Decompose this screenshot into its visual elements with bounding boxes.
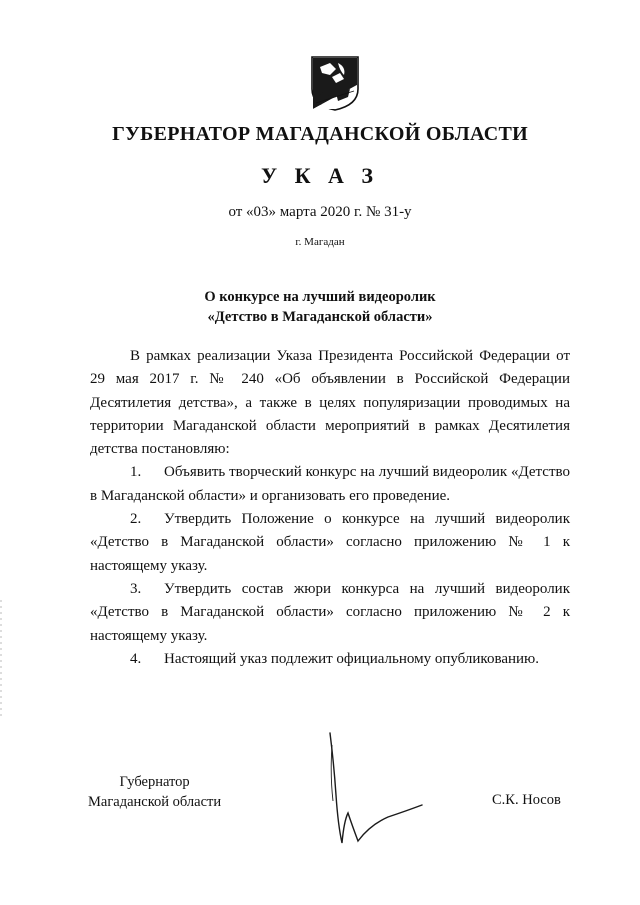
list-item [90,461,570,508]
item-number: 1. [130,464,142,481]
list-item [90,578,570,648]
signatory-title [88,772,221,812]
document-type: У К А З [260,163,380,188]
decree-body [90,345,570,671]
document-place: г. Магадан [295,236,345,248]
subject-line-2: «Детство в Магаданской области» [207,309,433,325]
intro-paragraph: В рамках реализации Указа Президента Российской Федерации от 29 мая 2017 г. № 240 «Об объявлении в Российской Федерации Десятилетия детства», а также в целях популяризации проводимых на территории Магаданской области мероприятий в рамках Десятилетия детства постановляю: [90,348,570,458]
list-item [90,648,570,671]
item-text: Настоящий указ подлежит официальному опубликованию. [164,650,540,667]
signatory-title-line-2: Магаданской области [88,794,222,810]
item-number: 3. [130,580,142,597]
handwritten-signature-icon [318,725,438,850]
scan-margin-mark [0,600,3,720]
decree-subject [0,287,640,327]
signatory-title-line-1: Губернатор [119,774,190,790]
item-number: 2. [130,511,142,528]
item-text: Утвердить состав жюри конкурса на лучший видеоролик «Детство в Магаданской области» согласно приложению № 2 к настоящему указу. [90,580,570,644]
subject-line-1: О конкурсе на лучший видеоролик [204,289,436,305]
item-text: Объявить творческий конкурс на лучший видеоролик «Детство в Магаданской области» и организовать его проведение. [90,464,570,504]
item-number: 4. [130,650,142,667]
signatory-name: С.К. Носов [492,792,561,808]
authority-title: ГУБЕРНАТОР МАГАДАНСКОЙ ОБЛАСТИ [112,123,528,145]
list-item [90,508,570,578]
item-text: Утвердить Положение о конкурсе на лучший видеоролик «Детство в Магаданской области» согласно приложению № 1 к настоящему указу. [90,511,570,574]
coat-of-arms-icon [310,55,360,111]
document-date-number: от «03» марта 2020 г. № 31-у [228,204,412,220]
